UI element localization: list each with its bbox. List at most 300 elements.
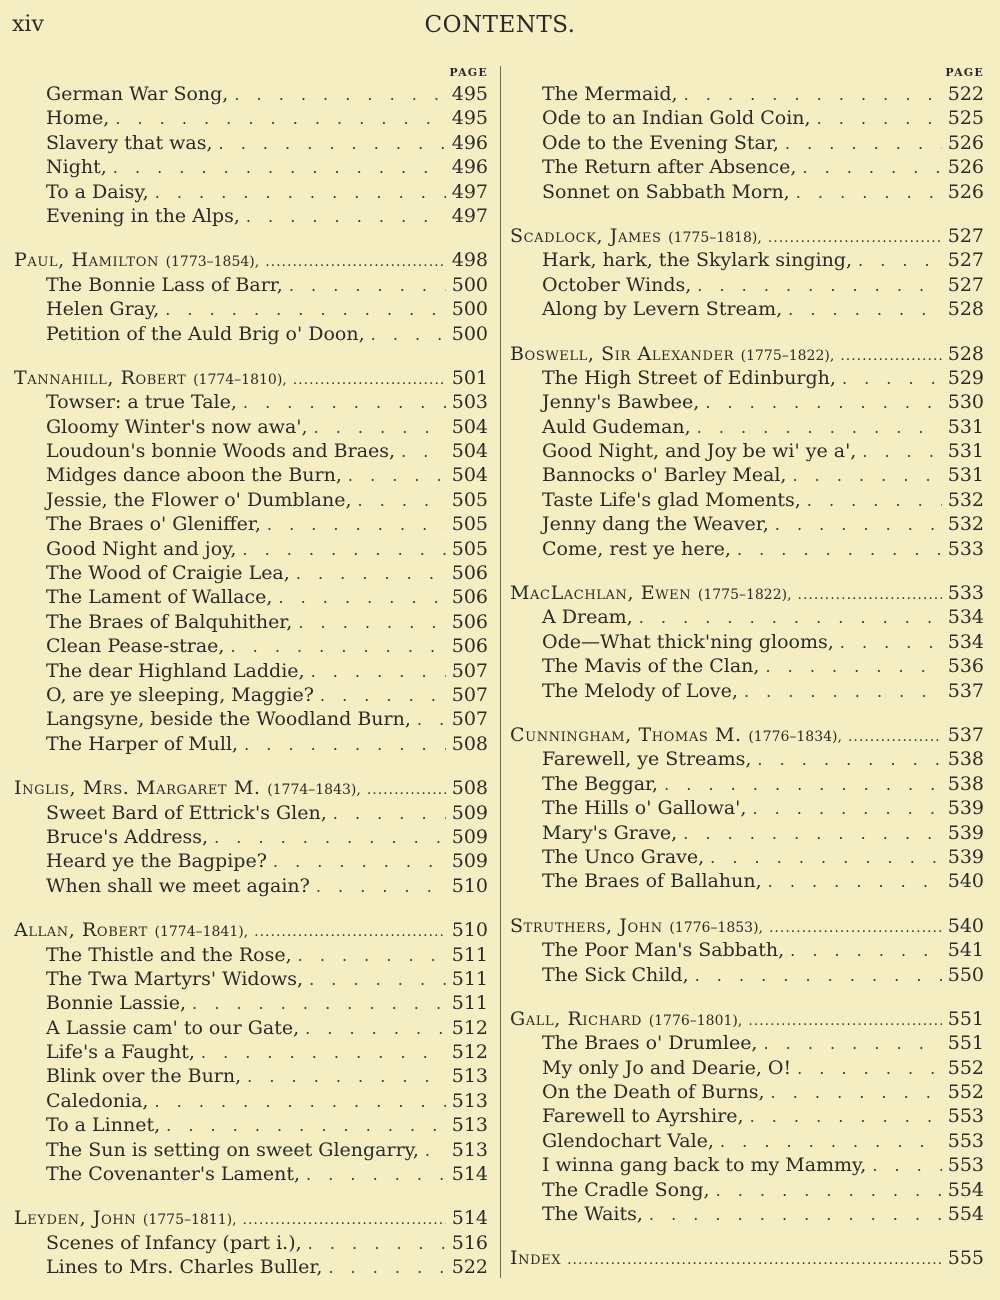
entry-page-number: 539 <box>947 845 984 868</box>
author-heading <box>510 723 984 747</box>
contents-entry <box>14 131 488 155</box>
author-dates: (1773–1854), <box>165 254 260 271</box>
author-page-number: 555 <box>947 1247 984 1270</box>
dot-leader <box>664 773 942 796</box>
entry-page-number: 541 <box>947 939 984 962</box>
contents-entry <box>510 845 984 869</box>
dot-leader <box>768 226 942 248</box>
dot-leader <box>807 489 942 512</box>
contents-section <box>14 1206 488 1279</box>
entry-title: The Wood of Craigie Lea, <box>46 562 290 585</box>
entry-page-number: 525 <box>947 107 984 130</box>
dot-leader <box>697 274 941 297</box>
contents-entry <box>14 825 488 849</box>
dot-leader <box>417 708 446 731</box>
entry-page-number: 511 <box>451 992 488 1015</box>
dot-leader <box>748 1009 941 1031</box>
dot-leader <box>298 611 445 634</box>
entry-page-number: 504 <box>451 440 488 463</box>
author-dates: (1775–1818), <box>668 229 762 246</box>
entry-title: Ode—What thick'ning glooms, <box>542 630 834 653</box>
entry-title: Taste Life's glad Moments, <box>542 488 801 511</box>
contents-entry <box>14 634 488 658</box>
entry-page-number: 504 <box>451 464 488 487</box>
dot-leader <box>311 660 446 683</box>
dot-leader <box>737 538 942 561</box>
author-heading <box>510 1246 984 1270</box>
dot-leader <box>314 416 446 439</box>
entry-page-number: 538 <box>947 772 984 795</box>
entry-page-number: 526 <box>947 180 984 203</box>
entry-title: Blink over the Burn, <box>46 1065 242 1088</box>
entry-title: Bannocks o' Barley Meal, <box>542 464 787 487</box>
dot-leader <box>155 181 446 204</box>
entry-title: Along by Levern Stream, <box>542 298 783 321</box>
dot-leader <box>306 1163 446 1186</box>
dot-leader <box>802 156 941 179</box>
entry-title: The Mermaid, <box>542 83 678 105</box>
entry-title: On the Death of Burns, <box>542 1081 765 1104</box>
contents-entry <box>510 297 984 321</box>
entry-page-number: 508 <box>451 732 488 755</box>
dot-leader <box>567 1248 942 1270</box>
dot-leader <box>309 968 446 991</box>
entry-page-number: 526 <box>947 131 984 154</box>
author-name: Inglis, Mrs. Margaret M. <box>14 777 261 800</box>
author-page-number: 540 <box>947 914 984 937</box>
dot-leader <box>840 344 941 366</box>
author-name-group <box>14 248 259 272</box>
entry-page-number: 526 <box>947 156 984 179</box>
contents-section <box>510 914 984 987</box>
dot-leader <box>775 513 942 536</box>
entry-page-number: 500 <box>451 322 488 345</box>
entry-title: To a Linnet, <box>46 1114 161 1137</box>
entry-page-number: 495 <box>451 107 488 130</box>
author-dates: (1776–1853), <box>669 919 763 936</box>
entry-page-number: 506 <box>451 562 488 585</box>
contents-entry <box>510 180 984 204</box>
dot-leader <box>842 367 942 390</box>
dot-leader <box>872 1154 941 1177</box>
author-page-number: 551 <box>947 1007 984 1030</box>
author-page-number: 514 <box>451 1207 488 1230</box>
entry-title: Bonnie Lassie, <box>46 992 187 1015</box>
contents-entry <box>510 1080 984 1104</box>
entry-page-number: 552 <box>947 1081 984 1104</box>
dot-leader <box>798 583 942 605</box>
dot-leader <box>278 586 445 609</box>
left-sections <box>14 82 488 1280</box>
contents-column-left <box>14 64 488 1300</box>
entry-page-number: 539 <box>947 797 984 820</box>
entry-title: The Harper of Mull, <box>46 732 239 755</box>
dot-leader <box>792 464 941 487</box>
contents-entry <box>510 1178 984 1202</box>
dot-leader <box>308 1232 446 1255</box>
contents-entry <box>14 82 488 106</box>
entry-title: A Dream, <box>542 606 633 629</box>
dot-leader <box>788 298 942 321</box>
contents-section <box>14 248 488 346</box>
entry-title: The Sick Child, <box>542 963 689 986</box>
contents-entry <box>510 463 984 487</box>
contents-entry <box>14 1138 488 1162</box>
entry-title: Farewell to Ayrshire, <box>542 1105 744 1128</box>
dot-leader <box>192 992 446 1015</box>
entry-page-number: 506 <box>451 586 488 609</box>
entry-title: The Hills o' Gallowa', <box>542 797 747 820</box>
dot-leader <box>744 680 942 703</box>
entry-title: Clean Pease-strae, <box>46 635 225 658</box>
dot-leader <box>115 107 445 130</box>
right-sections <box>510 82 984 1271</box>
entry-page-number: 529 <box>947 366 984 389</box>
entry-page-number: 532 <box>947 513 984 536</box>
dot-leader <box>752 797 941 820</box>
entry-title: Midges dance aboon the Burn, <box>46 464 342 487</box>
contents-entry <box>510 1056 984 1080</box>
entry-title: Gloomy Winter's now awa', <box>46 415 308 438</box>
entry-page-number: 496 <box>451 156 488 179</box>
entry-page-number: 528 <box>947 298 984 321</box>
author-dates: (1776–1834), <box>748 728 842 745</box>
contents-entry <box>510 537 984 561</box>
author-heading <box>14 366 488 390</box>
dot-leader <box>166 1114 446 1137</box>
entry-title: Life's a Faught, <box>46 1041 195 1064</box>
entry-title: The Sun is setting on sweet Glengarry, <box>46 1138 419 1161</box>
entry-page-number: 540 <box>947 870 984 893</box>
entry-title: Towser: a true Tale, <box>46 391 237 414</box>
entry-page-number: 513 <box>451 1138 488 1161</box>
contents-entry <box>14 874 488 898</box>
contents-entry <box>510 512 984 536</box>
entry-title: The Lament of Wallace, <box>46 586 273 609</box>
entry-title: Langsyne, beside the Woodland Burn, <box>46 708 411 731</box>
author-page-number: 528 <box>947 342 984 365</box>
page-number: xiv <box>12 12 44 37</box>
dot-leader <box>771 1081 942 1104</box>
dot-leader <box>797 1057 942 1080</box>
entry-title: The Braes of Balquhither, <box>46 610 293 633</box>
contents-entry <box>510 821 984 845</box>
entry-title: Lines to Mrs. Charles Buller, <box>46 1256 323 1279</box>
author-name: Tannahill, Robert <box>14 366 187 389</box>
contents-entry <box>510 248 984 272</box>
entry-title: My only Jo and Dearie, O! <box>542 1056 792 1079</box>
entry-title: Sweet Bard of Ettrick's Glen, <box>46 801 327 824</box>
dot-leader <box>254 920 446 942</box>
author-page-number: 510 <box>451 919 488 942</box>
dot-leader <box>695 964 942 987</box>
dot-leader <box>763 1032 941 1055</box>
entry-page-number: 496 <box>451 131 488 154</box>
dot-leader <box>242 538 445 561</box>
author-name: Gall, Richard <box>510 1007 643 1030</box>
entry-title: The Braes of Ballahun, <box>542 870 762 893</box>
entry-title: The Poor Man's Sabbath, <box>542 939 785 962</box>
entry-title: Heard ye the Bagpipe? <box>46 850 267 873</box>
entry-title: The Twa Martyrs' Widows, <box>46 967 304 990</box>
entry-page-number: 539 <box>947 821 984 844</box>
contents-entry <box>14 415 488 439</box>
dot-leader <box>817 107 942 130</box>
entry-page-number: 538 <box>947 748 984 771</box>
author-name-group <box>14 1206 237 1230</box>
entry-title: The dear Highland Laddie, <box>46 659 305 682</box>
page-column-label: PAGE <box>449 66 488 79</box>
entry-title: Sonnet on Sabbath Morn, <box>542 180 790 203</box>
dot-leader <box>367 778 446 800</box>
contents-section <box>510 342 984 562</box>
entry-title: Jessie, the Flower o' Dumblane, <box>46 488 352 511</box>
entry-title: Jenny's Bawbee, <box>542 391 700 414</box>
entry-title: The Bonnie Lass of Barr, <box>46 273 283 296</box>
entry-page-number: 554 <box>947 1178 984 1201</box>
contents-entry <box>14 585 488 609</box>
contents-entry <box>510 963 984 987</box>
dot-leader <box>401 440 446 463</box>
entry-page-number: 516 <box>451 1231 488 1254</box>
contents-entry <box>14 322 488 346</box>
entry-title: To a Daisy, <box>46 180 149 203</box>
contents-entry <box>14 537 488 561</box>
dot-leader <box>716 1179 942 1202</box>
contents-entry <box>14 390 488 414</box>
author-name: Cunningham, Thomas M. <box>510 723 742 746</box>
contents-entry <box>510 1129 984 1153</box>
dot-leader <box>298 944 446 967</box>
contents-entry <box>14 732 488 756</box>
entry-title: Petition of the Auld Brig o' Doon, <box>46 322 365 345</box>
contents-section <box>510 723 984 894</box>
contents-entry <box>14 106 488 130</box>
contents-entry <box>510 605 984 629</box>
entry-page-number: 513 <box>451 1065 488 1088</box>
contents-entry <box>510 106 984 130</box>
dot-leader <box>765 655 941 678</box>
dot-leader <box>720 1130 942 1153</box>
author-heading <box>510 1007 984 1031</box>
author-page-number: 527 <box>947 224 984 247</box>
author-heading <box>510 224 984 248</box>
entry-page-number: 504 <box>451 415 488 438</box>
entry-page-number: 534 <box>947 606 984 629</box>
entry-title: The High Street of Edinburgh, <box>542 366 836 389</box>
entry-page-number: 531 <box>947 440 984 463</box>
dot-leader <box>757 748 941 771</box>
entry-page-number: 553 <box>947 1129 984 1152</box>
page-column-label: PAGE <box>945 66 984 79</box>
dot-leader <box>154 1090 445 1113</box>
dot-leader <box>848 725 942 747</box>
contents-entry <box>510 1153 984 1177</box>
entry-title: Hark, hark, the Skylark singing, <box>542 249 853 272</box>
dot-leader <box>683 822 942 845</box>
entry-title: October Winds, <box>542 273 692 296</box>
author-name-group <box>510 224 762 248</box>
author-dates: (1775–1822), <box>697 587 792 604</box>
entry-page-number: 553 <box>947 1105 984 1128</box>
entry-page-number: 522 <box>451 1256 488 1279</box>
contents-entry <box>510 938 984 962</box>
author-name: MacLachlan, Ewen <box>510 582 692 605</box>
author-dates: (1775–1811), <box>142 1212 237 1229</box>
dot-leader <box>328 1256 445 1279</box>
entry-page-number: 513 <box>451 1089 488 1112</box>
dot-leader <box>790 939 942 962</box>
contents-entry <box>14 1113 488 1137</box>
author-name: Struthers, John <box>510 914 663 937</box>
contents-entry <box>510 869 984 893</box>
dot-leader <box>840 631 942 654</box>
entry-title: The Braes o' Gleniffer, <box>46 513 261 536</box>
entry-title: Slavery that was, <box>46 131 213 154</box>
entry-page-number: 537 <box>947 679 984 702</box>
dot-leader <box>316 875 446 898</box>
contents-section <box>14 918 488 1186</box>
entry-title: Ode to the Evening Star, <box>542 131 779 154</box>
entry-title: The Mavis of the Clan, <box>542 655 760 678</box>
entry-title: The Braes o' Drumlee, <box>542 1032 758 1055</box>
entry-title: Auld Gudeman, <box>542 415 691 438</box>
entry-title: Home, <box>46 107 110 130</box>
entry-page-number: 510 <box>451 874 488 897</box>
dot-leader <box>273 850 446 873</box>
contents-entry <box>510 415 984 439</box>
dot-leader <box>214 826 446 849</box>
author-heading <box>14 776 488 800</box>
contents-entry <box>510 131 984 155</box>
contents-entry <box>14 273 488 297</box>
dot-leader <box>649 1203 942 1226</box>
contents-entry <box>510 654 984 678</box>
contents-entry <box>14 204 488 228</box>
dot-leader <box>230 635 445 658</box>
author-name: Boswell, Sir Alexander <box>510 342 735 365</box>
author-heading <box>14 248 488 272</box>
contents-entry <box>14 1064 488 1088</box>
dot-leader <box>796 181 942 204</box>
entry-title: The Return after Absence, <box>542 156 797 179</box>
author-name-group <box>510 581 792 605</box>
contents-entry <box>14 1231 488 1255</box>
author-page-number: 537 <box>947 723 984 746</box>
entry-page-number: 507 <box>451 683 488 706</box>
entry-page-number: 552 <box>947 1056 984 1079</box>
entry-page-number: 505 <box>451 513 488 536</box>
contents-entry <box>510 390 984 414</box>
entry-page-number: 505 <box>451 488 488 511</box>
dot-leader <box>768 870 942 893</box>
entry-page-number: 534 <box>947 630 984 653</box>
dot-leader <box>371 323 446 346</box>
contents-entry <box>14 801 488 825</box>
page-title: CONTENTS. <box>424 12 576 38</box>
dot-leader <box>858 249 942 272</box>
dot-leader <box>296 562 446 585</box>
dot-leader <box>305 1017 446 1040</box>
entry-title: Farewell, ye Streams, <box>542 748 752 771</box>
contents-entry <box>510 679 984 703</box>
entry-page-number: 509 <box>451 850 488 873</box>
contents-entry <box>510 630 984 654</box>
entry-page-number: 507 <box>451 659 488 682</box>
entry-page-number: 514 <box>451 1163 488 1186</box>
contents-entry <box>14 1016 488 1040</box>
contents-section <box>14 366 488 756</box>
dot-leader <box>785 132 942 155</box>
contents-section <box>510 224 984 322</box>
contents-entry <box>510 796 984 820</box>
entry-page-number: 497 <box>451 204 488 227</box>
contents-entry <box>14 297 488 321</box>
entry-title: Evening in the Alps, <box>46 204 240 227</box>
author-heading <box>14 1206 488 1230</box>
entry-page-number: 507 <box>451 708 488 731</box>
entry-page-number: 511 <box>451 943 488 966</box>
author-name-group <box>14 366 287 390</box>
dot-leader <box>165 298 445 321</box>
contents-entry <box>14 683 488 707</box>
entry-title: Mary's Grave, <box>542 821 678 844</box>
author-name-group <box>14 918 248 942</box>
entry-page-number: 509 <box>451 801 488 824</box>
author-page-number: 533 <box>947 582 984 605</box>
dot-leader <box>705 391 941 414</box>
dot-leader <box>267 513 446 536</box>
entry-page-number: 500 <box>451 298 488 321</box>
author-name: Index <box>510 1247 562 1270</box>
contents-entry <box>14 1040 488 1064</box>
entry-title: Ode to an Indian Gold Coin, <box>542 107 811 130</box>
entry-page-number: 551 <box>947 1032 984 1055</box>
entry-page-number: 532 <box>947 488 984 511</box>
entry-page-number: 503 <box>451 391 488 414</box>
contents-entry <box>14 610 488 634</box>
author-name: Paul, Hamilton <box>14 249 159 272</box>
contents-section <box>14 82 488 228</box>
contents-entry <box>14 1255 488 1279</box>
author-name-group <box>14 776 361 800</box>
column-divider <box>500 66 501 1278</box>
author-dates: (1775–1822), <box>740 347 835 364</box>
dot-leader <box>333 802 446 825</box>
contents-entry <box>510 366 984 390</box>
dot-leader <box>425 1139 446 1162</box>
entry-page-number: 553 <box>947 1154 984 1177</box>
dot-leader <box>201 1041 446 1064</box>
author-heading <box>14 918 488 942</box>
contents-entry <box>14 991 488 1015</box>
contents-entry <box>14 967 488 991</box>
contents-entry <box>510 273 984 297</box>
entry-title: Helen Gray, <box>46 298 160 321</box>
entry-page-number: 495 <box>451 83 488 105</box>
entry-page-number: 511 <box>451 967 488 990</box>
entry-page-number: 506 <box>451 635 488 658</box>
entry-title: The Thistle and the Rose, <box>46 943 292 966</box>
author-heading <box>510 581 984 605</box>
dot-leader <box>697 416 942 439</box>
contents-entry <box>510 155 984 179</box>
entry-page-number: 512 <box>451 1041 488 1064</box>
entry-page-number: 522 <box>947 83 984 105</box>
author-dates: (1776–1801), <box>648 1012 743 1029</box>
dot-leader <box>639 606 942 629</box>
dot-leader <box>769 916 942 938</box>
